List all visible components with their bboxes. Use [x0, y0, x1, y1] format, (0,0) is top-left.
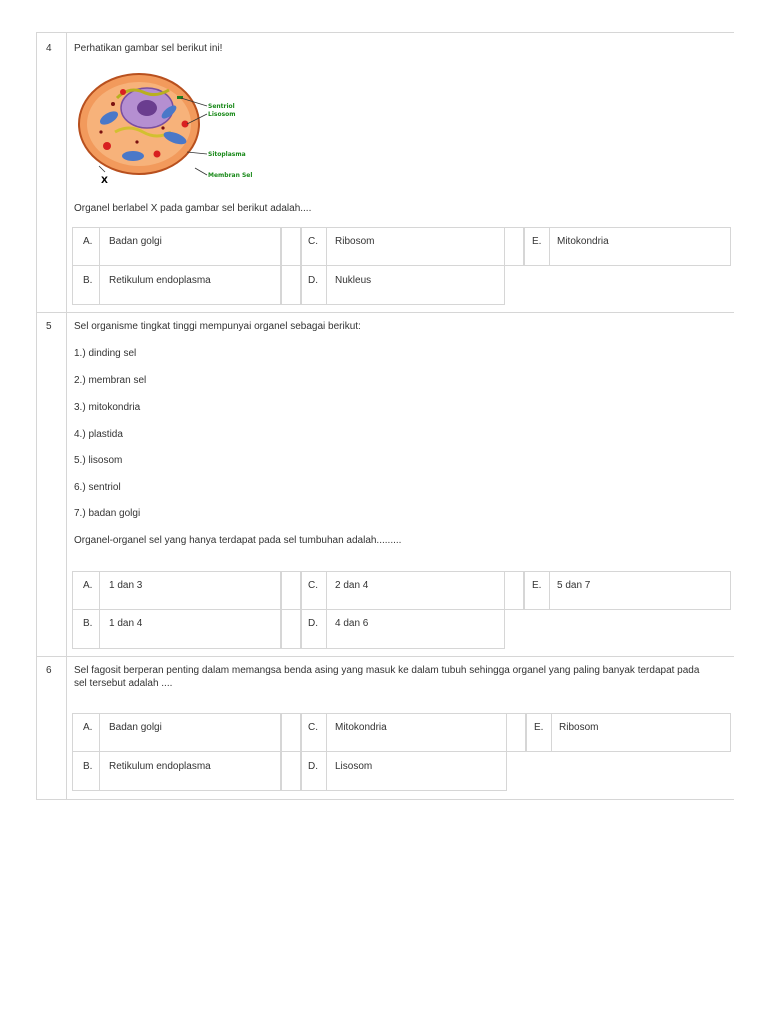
- option-text: Retikulum endoplasma: [109, 275, 211, 286]
- list-item: 6.) sentriol: [74, 482, 121, 493]
- label-membran-sel: Membran Sel: [208, 172, 253, 179]
- option-e[interactable]: [523, 571, 731, 610]
- option-c[interactable]: [300, 571, 505, 610]
- column-divider: [66, 33, 67, 799]
- option-letter: D.: [308, 618, 318, 629]
- question-text: Organel-organel sel yang hanya terdapat pada sel tumbuhan adalah.........: [74, 535, 402, 546]
- option-b[interactable]: [72, 609, 281, 649]
- list-item: 3.) mitokondria: [74, 402, 141, 413]
- option-letter: C.: [308, 236, 318, 247]
- list-item: 4.) plastida: [74, 429, 123, 440]
- option-spacer: [281, 713, 302, 752]
- option-a[interactable]: [72, 713, 281, 752]
- option-letter: B.: [83, 275, 93, 286]
- option-text: Ribosom: [335, 236, 375, 247]
- option-d[interactable]: [300, 265, 505, 305]
- option-c[interactable]: [300, 227, 505, 266]
- option-letter: A.: [83, 722, 93, 733]
- option-a[interactable]: [72, 571, 281, 610]
- option-spacer: [281, 265, 302, 305]
- option-spacer: [281, 571, 302, 610]
- option-text: Ribosom: [559, 722, 599, 733]
- question-prompt: Sel organisme tingkat tinggi mempunyai organel sebagai berikut:: [74, 321, 361, 332]
- option-text: Badan golgi: [109, 236, 162, 247]
- question-text: Organel berlabel X pada gambar sel berikut adalah....: [74, 203, 312, 214]
- list-item: 5.) lisosom: [74, 455, 123, 466]
- question-prompt: Sel fagosit berperan penting dalam memangsa benda asing yang masuk ke dalam tubuh sehingga organel yang paling banyak terdapat pada: [74, 665, 700, 676]
- option-letter: A.: [83, 236, 93, 247]
- label-sitoplasma: Sitoplasma: [208, 151, 246, 158]
- row-divider: [37, 312, 734, 313]
- label-sentriol: Sentriol: [208, 103, 235, 110]
- label-lisosom: Lisosom: [208, 111, 236, 118]
- option-b[interactable]: [72, 265, 281, 305]
- option-spacer: [504, 227, 525, 266]
- cell-diagram-image: [77, 68, 273, 186]
- question-table: [36, 32, 734, 800]
- option-a[interactable]: [72, 227, 281, 266]
- option-text: Retikulum endoplasma: [109, 761, 211, 772]
- option-text: 1 dan 3: [109, 580, 143, 591]
- question-number: 4: [46, 43, 52, 54]
- option-text: 1 dan 4: [109, 618, 143, 629]
- question-prompt-cont: sel tersebut adalah ....: [74, 678, 173, 689]
- list-item: 7.) badan golgi: [74, 508, 141, 519]
- option-spacer: [281, 751, 302, 791]
- option-letter: D.: [308, 275, 318, 286]
- option-c[interactable]: [300, 713, 507, 752]
- option-text: Mitokondria: [335, 722, 387, 733]
- option-text: Nukleus: [335, 275, 372, 286]
- option-letter: E.: [532, 236, 542, 247]
- option-b[interactable]: [72, 751, 281, 791]
- question-number: 5: [46, 321, 52, 332]
- option-d[interactable]: [300, 609, 505, 649]
- label-x: X: [101, 176, 108, 186]
- row-divider: [37, 656, 734, 657]
- option-text: Badan golgi: [109, 722, 162, 733]
- list-item: 1.) dinding sel: [74, 348, 137, 359]
- option-spacer: [504, 571, 525, 610]
- option-letter: B.: [83, 761, 93, 772]
- option-text: Mitokondria: [557, 236, 609, 247]
- option-d[interactable]: [300, 751, 507, 791]
- option-letter: B.: [83, 618, 93, 629]
- option-spacer: [506, 713, 527, 752]
- option-spacer: [281, 609, 302, 649]
- option-letter: C.: [308, 722, 318, 733]
- option-letter: A.: [83, 580, 93, 591]
- option-text: Lisosom: [335, 761, 373, 772]
- option-spacer: [281, 227, 302, 266]
- option-e[interactable]: [523, 227, 731, 266]
- list-item: 2.) membran sel: [74, 375, 147, 386]
- option-text: 4 dan 6: [335, 618, 369, 629]
- option-text: 5 dan 7: [557, 580, 591, 591]
- option-text: 2 dan 4: [335, 580, 369, 591]
- option-e[interactable]: [525, 713, 731, 752]
- option-letter: E.: [532, 580, 542, 591]
- question-prompt: Perhatikan gambar sel berikut ini!: [74, 43, 223, 54]
- option-letter: E.: [534, 722, 544, 733]
- option-letter: D.: [308, 761, 318, 772]
- option-letter: C.: [308, 580, 318, 591]
- question-number: 6: [46, 665, 52, 676]
